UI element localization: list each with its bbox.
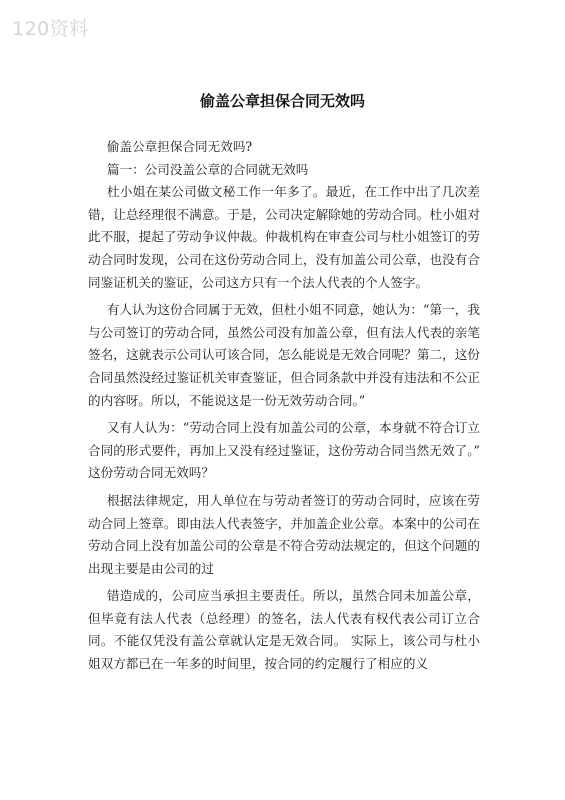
document-body [88, 136, 480, 676]
paragraph-legal-basis: 根据法律规定，用人单位在与劳动者签订的劳动合同时，应该在劳动合同上签章。即由法人代表签字，并加盖企业公章。本案中的公司在劳动合同上没有加盖公司的公章是不符合劳动法规定的，但这个问题的出现主要是由公司的过 [88, 492, 480, 576]
paragraph-conclusion: 错造成的，公司应当承担主要责任。所以，虽然合同未加盖公章，但毕竟有法人代表（总经理）的签名，法人代表有权代表公司订立合同。不能仅凭没有盖公章就认定是无效合同。 实际上，该公司与杜小姐双方都已在一年多的时间里，按合同的约定履行了相应的义 [88, 588, 480, 672]
paragraph-question: 偷盖公章担保合同无效吗? [106, 139, 253, 154]
watermark-logo: 120资料 [12, 18, 89, 40]
paragraph-section-heading: 篇一：公司没盖公章的合同就无效吗 [106, 161, 309, 177]
paragraph-opinion-1: 有人认为这份合同属于无效，但杜小姐不同意，她认为：“第一，我与公司签订的劳动合同，虽然公司没有加盖公章，但有法人代表的亲笔签名，这就表示公司认可该合同，怎么能说是无效合同呢？第二，这份合同虽然没经过鉴证机关审查鉴证，但合同条款中并没有违法和不公正的内容呀。所以，不能说这是一份无效劳动合同。” [88, 302, 480, 408]
document-title: 偷盖公章担保合同无效吗 [199, 92, 365, 110]
paragraph-opinion-2: 又有人认为：“劳动合同上没有加盖公司的公章，本身就不符合订立合同的形式要件，再加上又没有经过鉴证，这份劳动合同当然无效了。” 这份劳动合同无效吗？ [88, 420, 480, 481]
paragraph-case: 杜小姐在某公司做文秘工作一年多了。最近，在工作中出了几次差错，让总经理很不满意。于是，公司决定解除她的劳动合同。杜小姐对此不服，提起了劳动争议仲裁。仲裁机构在审查公司与杜小姐签订的劳动合同时发现，公司在这份劳动合同上，没有加盖公司公章，也没有合同鉴证机关的鉴证，公司这方只有一个法人代表的个人签字。 [88, 184, 480, 290]
